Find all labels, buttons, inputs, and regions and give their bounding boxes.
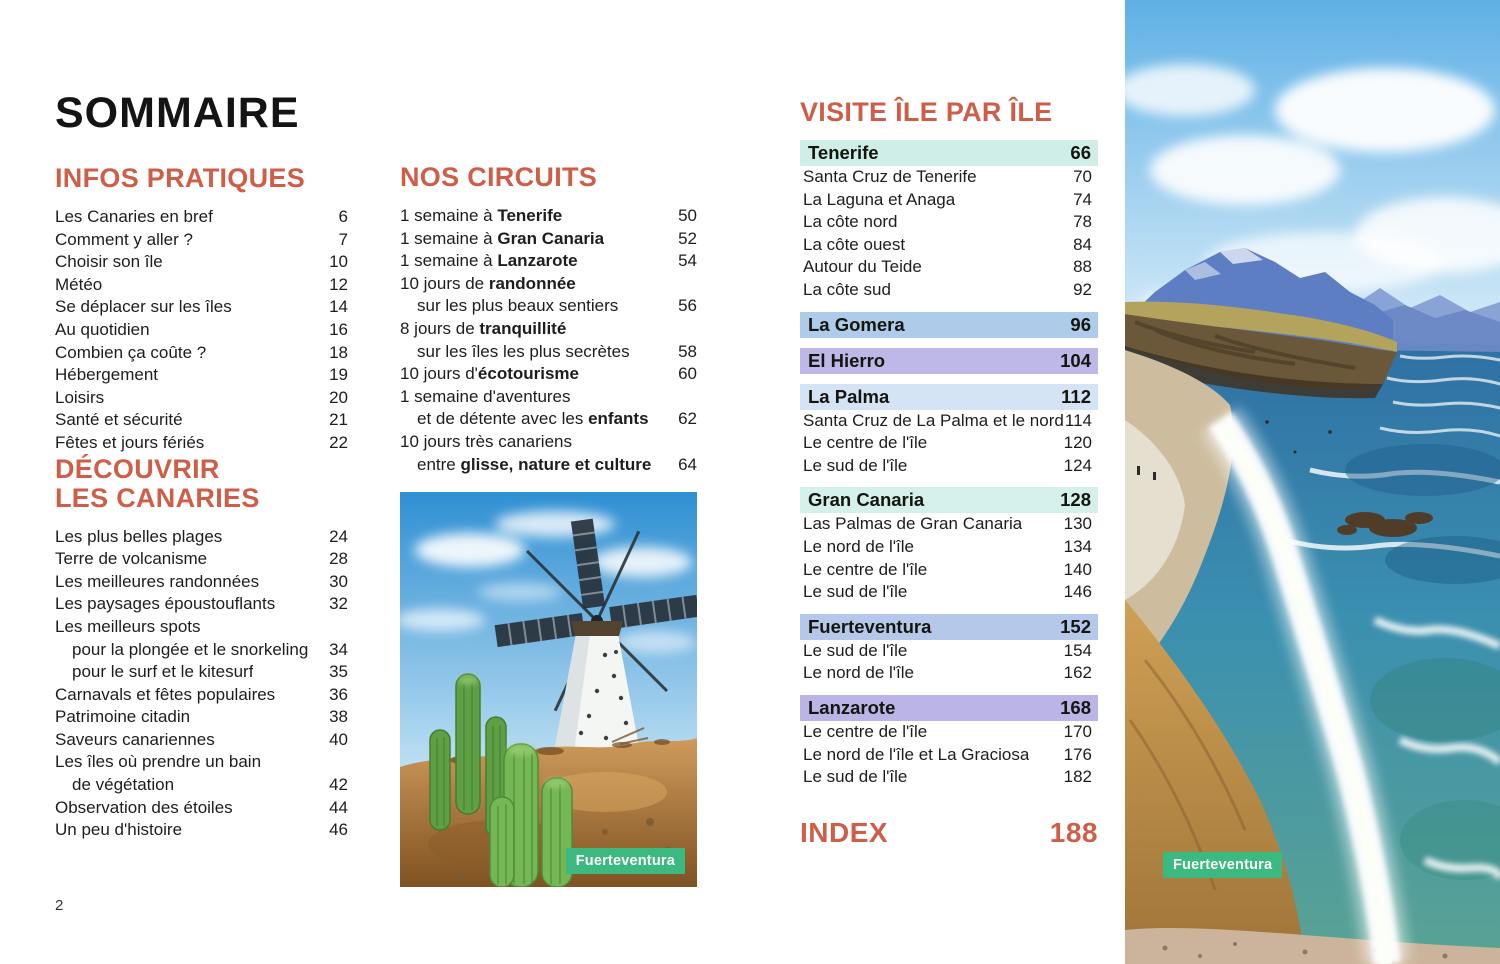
toc-row xyxy=(400,431,697,454)
island-page: 96 xyxy=(1070,313,1091,335)
toc-row xyxy=(800,559,1098,582)
toc-row-label: Les meilleures randonnées xyxy=(55,571,260,591)
toc-row-page: 124 xyxy=(1063,455,1092,475)
toc-row-label: Santé et sécurité xyxy=(55,410,183,430)
index-row xyxy=(800,817,1098,849)
island-name: Gran Canaria xyxy=(808,489,925,511)
toc-row-label: Un peu d'histoire xyxy=(55,820,183,840)
toc-right-column xyxy=(800,98,1098,849)
toc-row-label: 10 jours très canariens xyxy=(400,431,572,451)
toc-row-page: 60 xyxy=(678,364,697,384)
toc-row-page: 50 xyxy=(678,206,697,225)
island-header-bar xyxy=(800,487,1098,513)
island-page: 152 xyxy=(1060,615,1091,637)
island-section xyxy=(800,695,1098,789)
toc-row-label: Hébergement xyxy=(55,365,159,385)
toc-row-label: Le centre de l'île xyxy=(803,433,928,453)
toc-row xyxy=(800,662,1098,685)
toc-row xyxy=(55,251,348,274)
island-header-bar xyxy=(800,695,1098,721)
toc-row xyxy=(400,295,697,318)
toc-row-page: 70 xyxy=(1073,167,1092,186)
toc-row xyxy=(400,318,697,341)
toc-row-page: 62 xyxy=(678,409,697,429)
toc-row xyxy=(400,454,697,477)
toc-row-label: Le sud de l'île xyxy=(803,582,908,602)
toc-row-label: Terre de volcanisme xyxy=(55,549,208,569)
toc-row-label: Patrimoine citadin xyxy=(55,707,191,727)
toc-row-page: 114 xyxy=(1064,410,1092,430)
island-section xyxy=(800,614,1098,685)
toc-row xyxy=(55,593,348,616)
toc-row-label: Le centre de l'île xyxy=(803,559,928,579)
island-section xyxy=(800,312,1098,338)
toc-row-label: La côte ouest xyxy=(803,234,906,254)
toc-row-label: Las Palmas de Gran Canaria xyxy=(803,514,1023,534)
infos-pratiques-list xyxy=(55,206,348,455)
toc-row-label: Les îles où prendre un bain xyxy=(55,752,262,772)
toc-row-label: Le nord de l'île et La Graciosa xyxy=(803,744,1030,764)
toc-row-page: 52 xyxy=(678,228,697,248)
island-header-bar xyxy=(800,140,1098,166)
toc-row xyxy=(800,536,1098,559)
toc-row-page: 21 xyxy=(329,410,348,430)
toc-row xyxy=(800,279,1098,302)
toc-row-page: 12 xyxy=(329,274,348,294)
toc-row-page: 146 xyxy=(1063,582,1092,602)
toc-row xyxy=(55,684,348,707)
toc-row xyxy=(800,766,1098,789)
toc-row-label: Météo xyxy=(55,274,103,294)
toc-row xyxy=(400,408,697,431)
toc-row-label: La côte nord xyxy=(803,212,898,232)
toc-row-label: Autour du Teide xyxy=(803,257,922,277)
toc-row xyxy=(55,571,348,594)
island-sub-list xyxy=(800,513,1098,603)
toc-row-page: 10 xyxy=(329,252,348,272)
toc-row-label: pour la plongée et le snorkeling xyxy=(72,639,309,659)
toc-row-page: 74 xyxy=(1073,189,1092,209)
toc-row-page: 64 xyxy=(678,454,697,474)
toc-row-label: Santa Cruz de Tenerife xyxy=(803,167,977,186)
toc-row xyxy=(800,513,1098,536)
toc-row-page: 134 xyxy=(1063,536,1092,556)
toc-row xyxy=(800,256,1098,279)
toc-row xyxy=(800,581,1098,604)
toc-row xyxy=(55,229,348,252)
toc-row-page: 92 xyxy=(1073,279,1092,299)
toc-row xyxy=(400,386,697,409)
toc-row xyxy=(800,721,1098,744)
toc-row xyxy=(800,410,1098,433)
island-header-bar xyxy=(800,614,1098,640)
island-sub-list xyxy=(800,721,1098,789)
toc-row xyxy=(55,706,348,729)
toc-row-label: Le centre de l'île xyxy=(803,721,928,741)
toc-row xyxy=(800,234,1098,257)
coast-photo xyxy=(1125,0,1500,964)
toc-row-label: Les paysages époustouflants xyxy=(55,594,276,614)
toc-row-page: 176 xyxy=(1063,744,1092,764)
photo-caption-chip: Fuerteventura xyxy=(1163,852,1282,878)
toc-row-label: Observation des étoiles xyxy=(55,797,233,817)
toc-row xyxy=(55,526,348,549)
page-title: SOMMAIRE xyxy=(55,89,300,137)
toc-row-label: Les Canaries en bref xyxy=(55,207,213,226)
toc-row-page: 56 xyxy=(678,296,697,316)
toc-row xyxy=(55,409,348,432)
toc-row-label: 10 jours de randonnée xyxy=(400,273,576,293)
island-page: 66 xyxy=(1070,142,1091,163)
toc-row-page: 16 xyxy=(329,319,348,339)
toc-row xyxy=(800,166,1098,189)
toc-row-label: Les plus belles plages xyxy=(55,526,223,546)
toc-row-page: 170 xyxy=(1063,721,1092,741)
toc-row-label: Choisir son île xyxy=(55,252,163,272)
island-sub-list xyxy=(800,640,1098,685)
toc-row-page: 44 xyxy=(329,797,348,817)
island-name: El Hierro xyxy=(808,349,886,371)
island-header-bar xyxy=(800,348,1098,374)
toc-row-label: 1 semaine d'aventures xyxy=(400,386,571,406)
toc-row-page: 162 xyxy=(1063,663,1092,683)
toc-row-label: entre glisse, nature et culture xyxy=(417,454,652,474)
index-page: 188 xyxy=(1049,816,1098,848)
toc-row xyxy=(55,751,348,774)
toc-row-page: 24 xyxy=(329,526,348,546)
toc-row-page: 28 xyxy=(329,549,348,569)
toc-row-label: 1 semaine à Tenerife xyxy=(400,206,563,225)
nos-circuits-heading: NOS CIRCUITS xyxy=(400,162,598,192)
decouvrir-heading: DÉCOUVRIR LES CANARIES xyxy=(55,453,260,513)
toc-row-label: Loisirs xyxy=(55,387,105,407)
toc-row xyxy=(55,274,348,297)
toc-row-label: 10 jours d'écotourisme xyxy=(400,364,579,384)
toc-row-label: Le sud de l'île xyxy=(803,455,908,475)
toc-row-page: 78 xyxy=(1073,212,1092,232)
toc-row-page: 42 xyxy=(329,775,348,795)
toc-row-label: Carnavals et fêtes populaires xyxy=(55,684,276,704)
toc-row-label: pour le surf et le kitesurf xyxy=(72,662,254,682)
toc-row-page: 30 xyxy=(329,571,348,591)
coast-photo-art xyxy=(1125,0,1500,964)
toc-row-label: Au quotidien xyxy=(55,319,150,339)
island-page: 104 xyxy=(1060,349,1091,371)
island-sub-list xyxy=(800,166,1098,302)
toc-row-page: 54 xyxy=(678,251,697,271)
island-section xyxy=(800,384,1098,478)
toc-row xyxy=(55,729,348,752)
toc-row-page: 20 xyxy=(329,387,348,407)
toc-row-page: 38 xyxy=(329,707,348,727)
visite-heading: VISITE ÎLE PAR ÎLE xyxy=(800,97,1053,127)
index-label: INDEX xyxy=(800,816,889,848)
island-header-bar xyxy=(800,384,1098,410)
island-page: 128 xyxy=(1060,489,1091,511)
toc-row-label: sur les îles les plus secrètes xyxy=(417,341,630,361)
toc-row xyxy=(55,342,348,365)
island-name: Lanzarote xyxy=(808,696,896,718)
toc-row xyxy=(400,250,697,273)
toc-row-page: 36 xyxy=(329,684,348,704)
toc-row-label: Combien ça coûte ? xyxy=(55,342,207,362)
toc-row-label: Se déplacer sur les îles xyxy=(55,297,232,317)
toc-row xyxy=(55,364,348,387)
toc-row-page: 154 xyxy=(1063,640,1092,660)
toc-row xyxy=(55,639,348,662)
toc-row xyxy=(55,432,348,455)
toc-row xyxy=(55,206,348,229)
toc-row xyxy=(800,189,1098,212)
nos-circuits-list xyxy=(400,205,697,476)
toc-row-label: Le sud de l'île xyxy=(803,767,908,787)
island-sub-list xyxy=(800,410,1098,478)
toc-row xyxy=(800,211,1098,234)
toc-row xyxy=(55,548,348,571)
toc-row-label: Fêtes et jours fériés xyxy=(55,432,205,452)
toc-row-page: 18 xyxy=(329,342,348,362)
toc-row-page: 84 xyxy=(1073,234,1092,254)
island-page: 112 xyxy=(1061,385,1091,407)
toc-row-label: Le nord de l'île xyxy=(803,536,914,556)
toc-row-label: de végétation xyxy=(72,775,175,795)
toc-row-label: sur les plus beaux sentiers xyxy=(417,296,619,316)
toc-row-label: 8 jours de tranquillité xyxy=(400,318,567,338)
toc-row xyxy=(400,341,697,364)
decouvrir-list xyxy=(55,526,348,842)
page-number: 2 xyxy=(55,897,64,914)
toc-row xyxy=(800,455,1098,478)
toc-row-page: 40 xyxy=(329,729,348,749)
photo-caption-chip: Fuerteventura xyxy=(566,848,685,874)
toc-row xyxy=(400,205,697,228)
toc-row-page: 35 xyxy=(329,662,348,682)
toc-row-page: 6 xyxy=(338,207,348,226)
toc-row-page: 32 xyxy=(329,594,348,614)
island-name: Fuerteventura xyxy=(808,615,932,637)
toc-row-page: 46 xyxy=(329,820,348,840)
toc-row xyxy=(800,432,1098,455)
toc-row xyxy=(55,319,348,342)
toc-row xyxy=(55,661,348,684)
island-sections xyxy=(800,140,1098,789)
island-section xyxy=(800,487,1098,603)
toc-row-label: La Laguna et Anaga xyxy=(803,189,956,209)
toc-row-page: 7 xyxy=(338,229,348,249)
toc-row-page: 130 xyxy=(1063,514,1092,534)
windmill-photo-art xyxy=(400,492,697,887)
island-section xyxy=(800,348,1098,374)
toc-row-label: 1 semaine à Gran Canaria xyxy=(400,228,605,248)
infos-pratiques-heading: INFOS PRATIQUES xyxy=(55,163,306,193)
toc-row xyxy=(55,616,348,639)
toc-row-page: 140 xyxy=(1063,559,1092,579)
toc-row xyxy=(55,387,348,410)
toc-row xyxy=(55,774,348,797)
toc-row-label: Santa Cruz de La Palma et le nord xyxy=(803,410,1064,430)
island-name: Tenerife xyxy=(808,142,879,163)
toc-row-label: Le nord de l'île xyxy=(803,663,914,683)
toc-row-page: 182 xyxy=(1063,767,1092,787)
toc-row xyxy=(55,797,348,820)
toc-row-page: 19 xyxy=(329,365,348,385)
toc-row xyxy=(400,228,697,251)
island-name: La Gomera xyxy=(808,313,905,335)
toc-row xyxy=(400,273,697,296)
toc-row-page: 22 xyxy=(329,432,348,452)
toc-row-page: 58 xyxy=(678,341,697,361)
toc-row-label: Le sud de l'île xyxy=(803,640,908,660)
toc-row xyxy=(55,819,348,842)
windmill-photo xyxy=(400,492,697,887)
toc-row-label: 1 semaine à Lanzarote xyxy=(400,251,578,271)
toc-row-page: 88 xyxy=(1073,257,1092,277)
toc-row-label: Les meilleurs spots xyxy=(55,616,201,636)
toc-row-label: La côte sud xyxy=(803,279,891,299)
toc-row xyxy=(55,296,348,319)
toc-row xyxy=(800,640,1098,663)
toc-left-column xyxy=(55,89,348,842)
toc-middle-column xyxy=(400,163,697,476)
toc-row-page: 34 xyxy=(329,639,348,659)
toc-row-label: Comment y aller ? xyxy=(55,229,193,249)
toc-row xyxy=(400,363,697,386)
toc-row-page: 14 xyxy=(329,297,348,317)
toc-row xyxy=(800,744,1098,767)
island-page: 168 xyxy=(1060,696,1091,718)
toc-row-label: Saveurs canariennes xyxy=(55,729,215,749)
island-header-bar xyxy=(800,312,1098,338)
toc-row-page: 120 xyxy=(1063,433,1092,453)
toc-row-label: et de détente avec les enfants xyxy=(417,409,649,429)
island-name: La Palma xyxy=(808,385,890,407)
island-section xyxy=(800,140,1098,302)
